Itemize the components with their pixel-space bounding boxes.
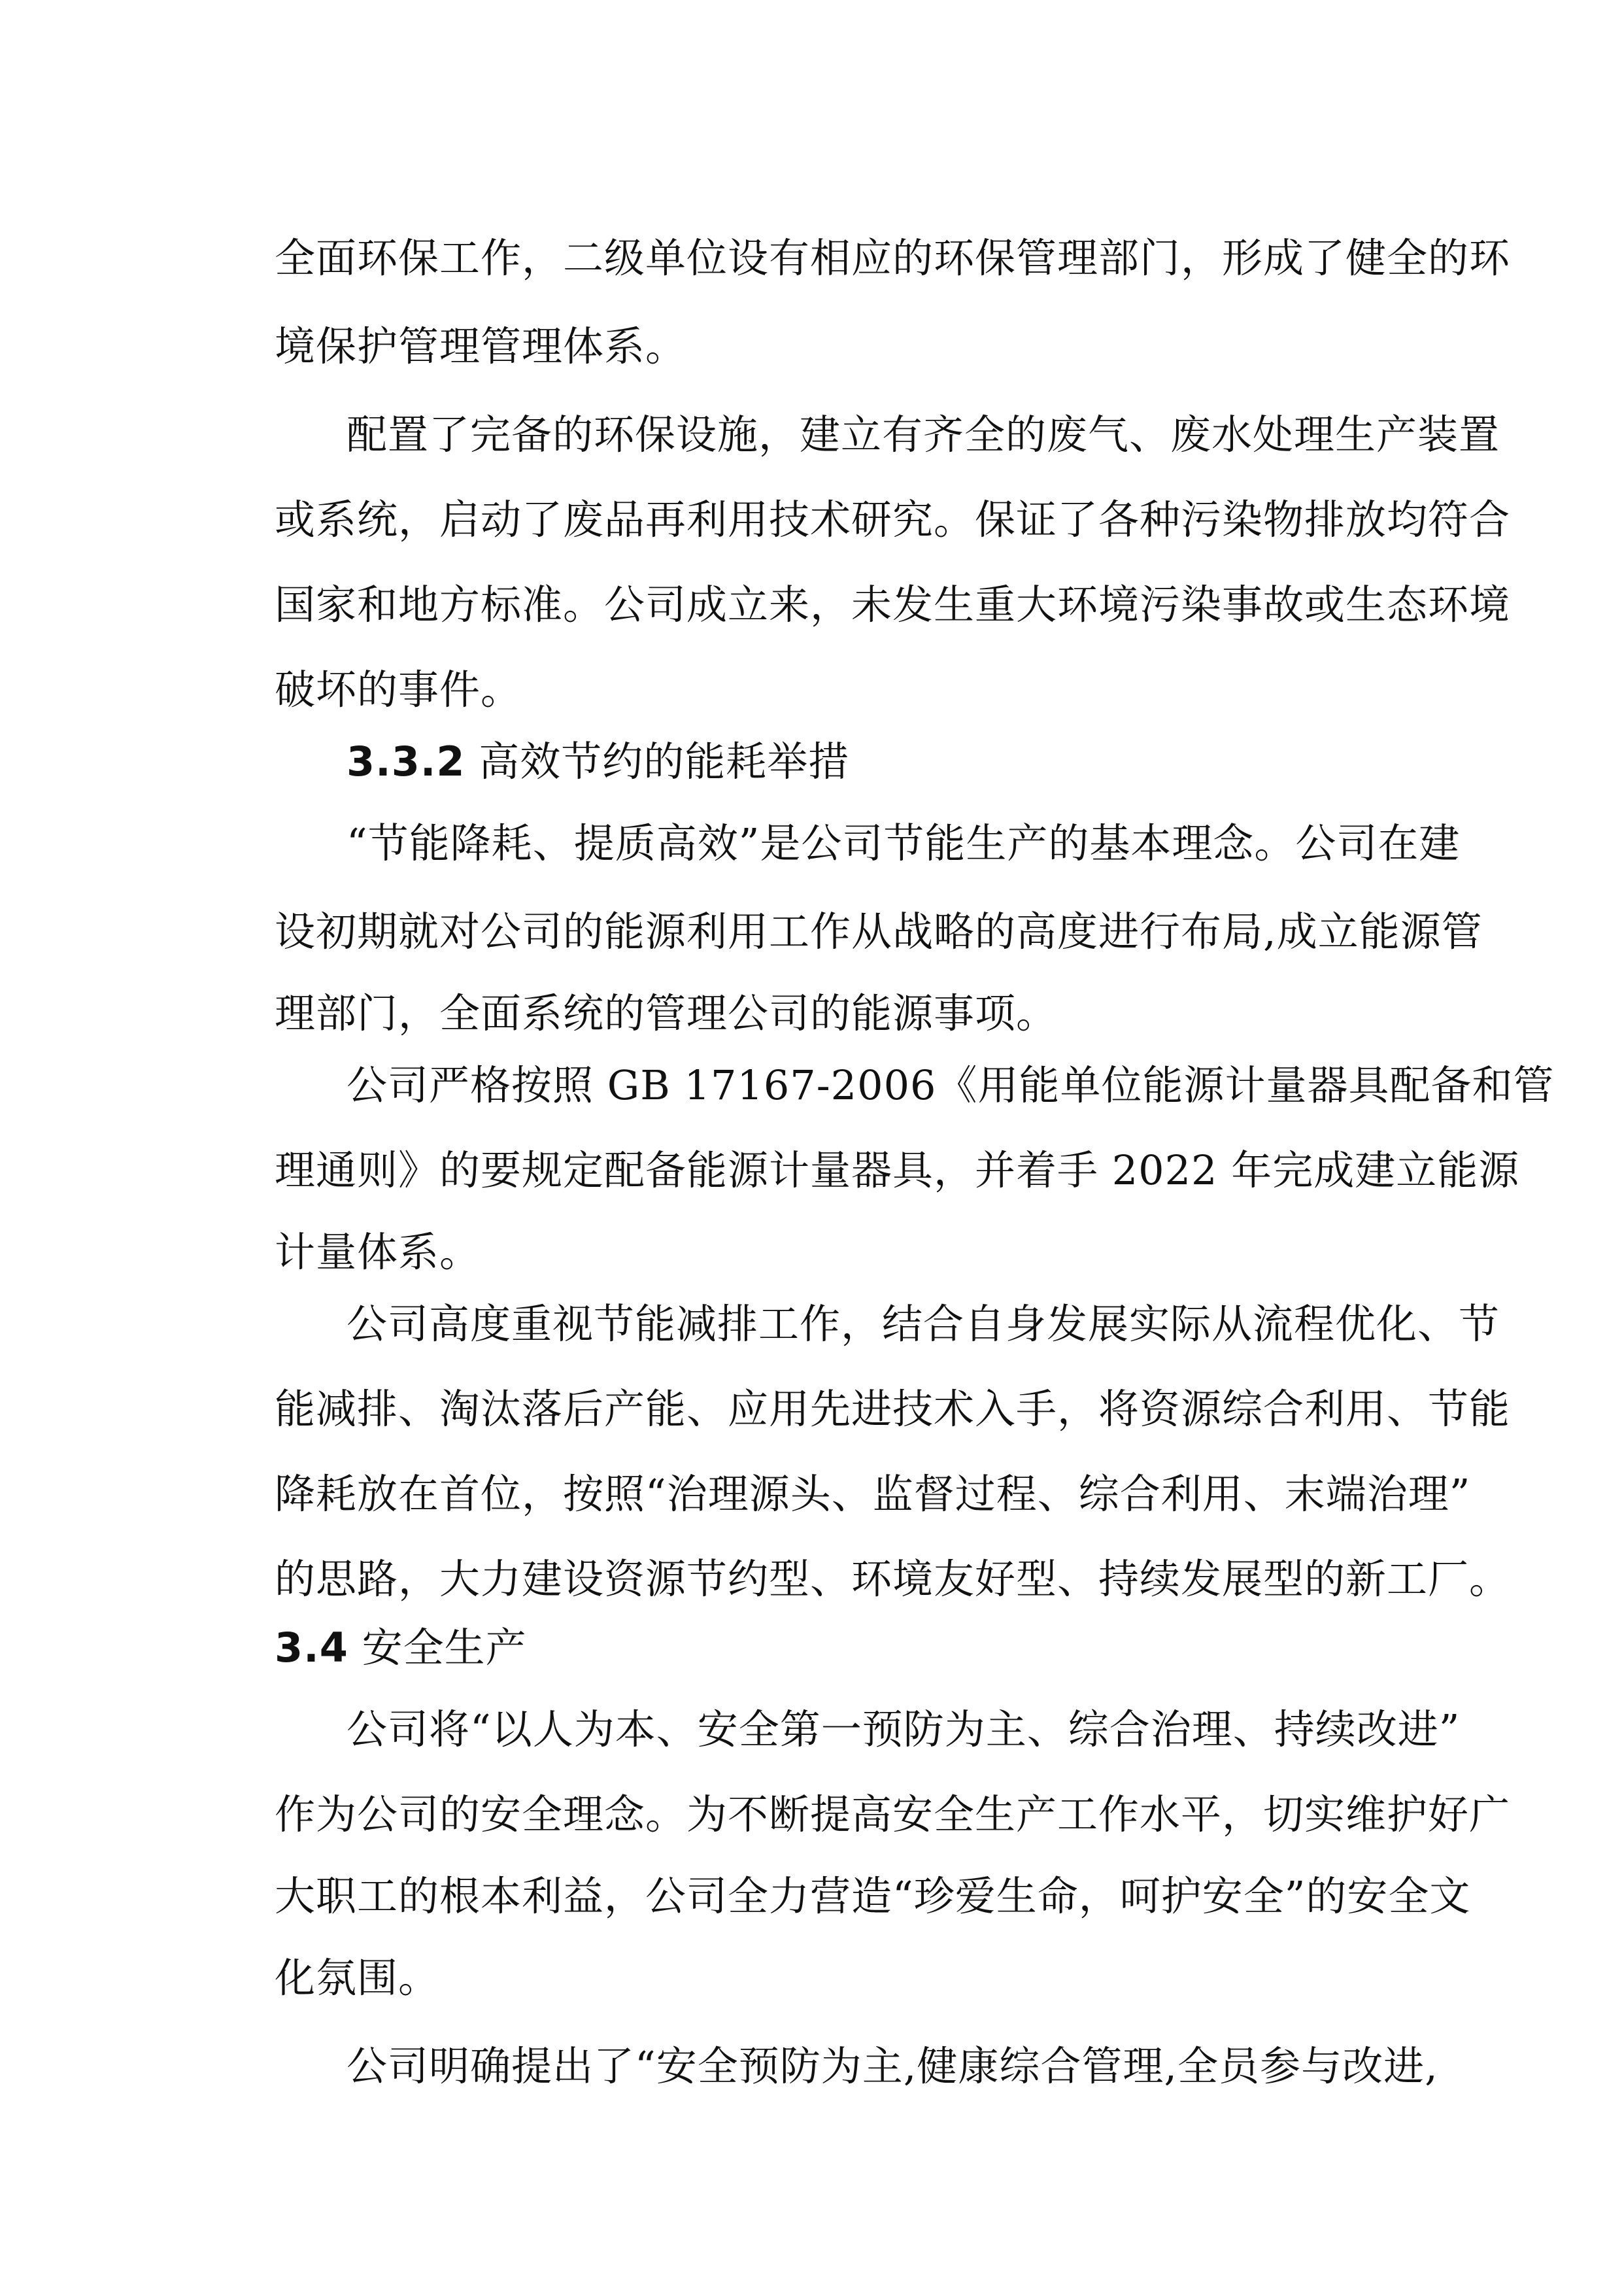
paragraph-line: 国家和地方标准。公司成立来，未发生重大环境污染事故或生态环境 (275, 581, 1511, 628)
paragraph-line: 公司明确提出了“安全预防为主,健康综合管理,全员参与改进, (347, 2042, 1438, 2090)
paragraph-line: 理部门，全面系统的管理公司的能源事项。 (275, 989, 1058, 1037)
paragraph-line: 设初期就对公司的能源利用工作从战略的高度进行布局,成立能源管 (275, 908, 1483, 955)
paragraph-line: 全面环保工作，二级单位设有相应的环保管理部门，形成了健全的环 (275, 234, 1511, 282)
paragraph-line: 公司高度重视节能减排工作，结合自身发展实际从流程优化、节 (347, 1300, 1500, 1348)
section-heading-3-4 (275, 1622, 527, 1674)
section-title: 安全生产 (362, 1624, 527, 1671)
paragraph-line: 公司严格按照 GB 17167-2006《用能单位能源计量器具配备和管 (347, 1061, 1555, 1109)
section-title: 高效节约的能耗举措 (479, 738, 850, 785)
section-number: 3.3.2 (347, 738, 465, 785)
section-heading-3-3-2 (347, 736, 849, 788)
paragraph-line: “节能降耗、提质高效”是公司节能生产的基本理念。公司在建 (347, 819, 1461, 867)
paragraph-line: 的思路，大力建设资源节约型、环境友好型、持续发展型的新工厂。 (275, 1555, 1511, 1603)
paragraph-line: 或系统，启动了废品再利用技术研究。保证了各种污染物排放均符合 (275, 496, 1511, 543)
paragraph-line: 大职工的根本利益，公司全力营造“珍爱生命，呵护安全”的安全文 (275, 1872, 1471, 1920)
section-number: 3.4 (275, 1624, 348, 1671)
paragraph-line: 降耗放在首位，按照“治理源头、监督过程、综合利用、末端治理” (275, 1470, 1471, 1518)
paragraph-line: 作为公司的安全理念。为不断提高安全生产工作水平，切实维护好广 (275, 1790, 1511, 1838)
paragraph-line: 破坏的事件。 (275, 666, 522, 713)
paragraph-line: 能减排、淘汰落后产能、应用先进技术入手，将资源综合利用、节能 (275, 1385, 1511, 1433)
paragraph-line: 化氛围。 (275, 1954, 440, 2002)
paragraph-line: 理通则》的要规定配备能源计量器具，并着手 2022 年完成建立能源 (275, 1146, 1520, 1194)
paragraph-line: 公司将“以人为本、安全第一预防为主、综合治理、持续改进” (347, 1705, 1461, 1753)
paragraph-line: 计量体系。 (275, 1228, 481, 1276)
paragraph-line: 配置了完备的环保设施，建立有齐全的废气、废水处理生产装置 (347, 411, 1500, 458)
paragraph-line: 境保护管理管理体系。 (275, 322, 687, 370)
